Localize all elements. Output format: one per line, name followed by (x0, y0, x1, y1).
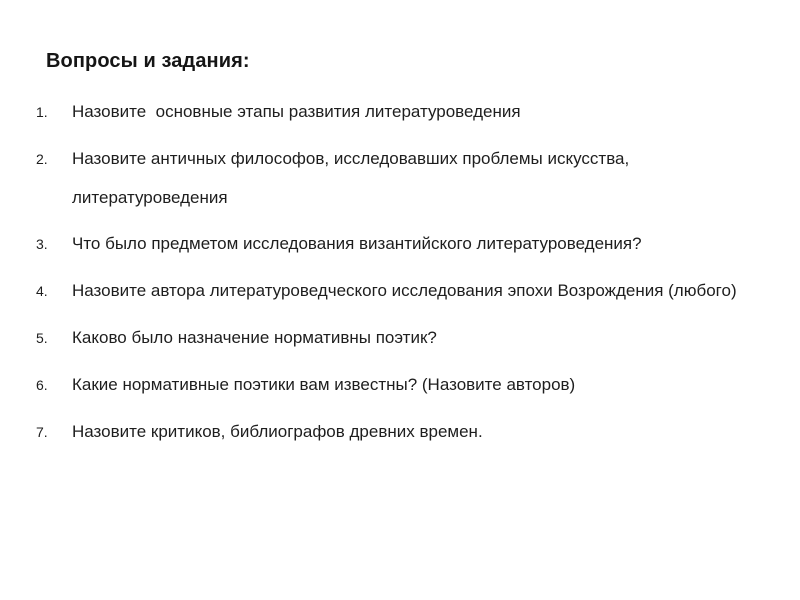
question-number: 6. (36, 377, 48, 393)
list-item (36, 318, 756, 358)
list-item (36, 224, 756, 264)
list-item (36, 365, 756, 405)
question-text: Назовите античных философов, исследовавших проблемы искусства, литературоведения (72, 149, 634, 207)
question-number: 7. (36, 424, 48, 440)
list-item (36, 139, 756, 217)
question-number: 5. (36, 330, 48, 346)
question-number: 2. (36, 151, 48, 167)
question-number: 3. (36, 236, 48, 252)
question-text: Назовите основные этапы развития литературоведения (72, 102, 521, 121)
question-text: Какие нормативные поэтики вам известны? (Назовите авторов) (72, 375, 576, 394)
list-item (36, 271, 756, 311)
question-number: 4. (36, 283, 48, 299)
question-text: Каково было назначение нормативны поэтик? (72, 328, 437, 347)
list-item (36, 412, 756, 452)
question-text: Назовите критиков, библиографов древних времен. (72, 422, 483, 441)
question-number: 1. (36, 104, 48, 120)
slide-title: Вопросы и задания: (46, 50, 250, 72)
question-text: Назовите автора литературоведческого исследования эпохи Возрождения (любого) (72, 281, 737, 300)
question-list (36, 92, 756, 459)
list-item (36, 92, 756, 132)
question-text: Что было предметом исследования византийского литературоведения? (72, 234, 642, 253)
